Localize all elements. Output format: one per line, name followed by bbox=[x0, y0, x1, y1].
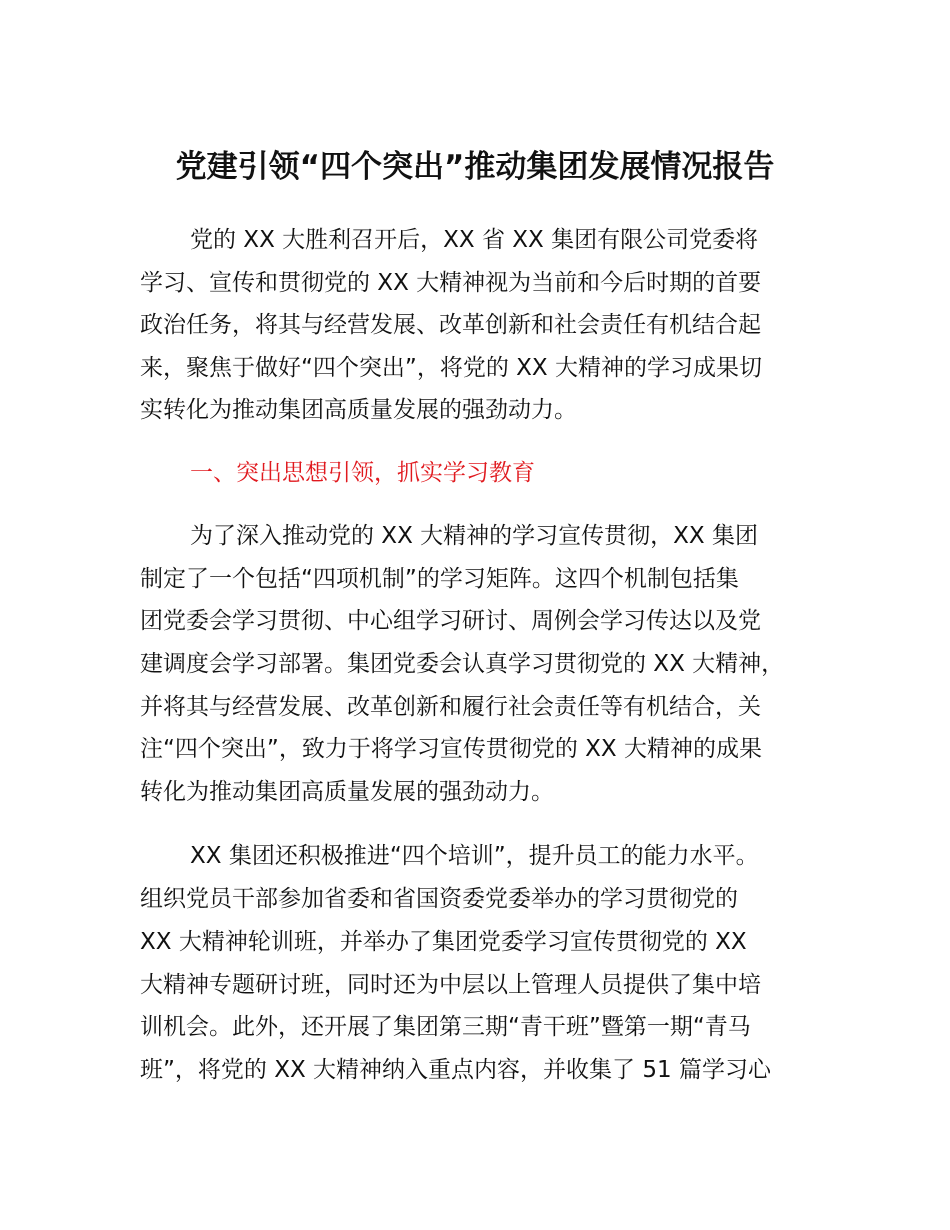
section-1-heading: 一、突出思想引领，抓实学习教育 bbox=[190, 460, 535, 486]
document-title: 党建引领“四个突出”推动集团发展情况报告 bbox=[175, 149, 775, 185]
paragraph-3-line-6: 班”，将党的 XX 大精神纳入重点内容，并收集了 51 篇学习心 bbox=[140, 1057, 771, 1083]
paragraph-1-line-5: 实转化为推动集团高质量发展的强劲动力。 bbox=[140, 397, 577, 423]
paragraph-2-line-5: 并将其与经营发展、改革创新和履行社会责任等有机结合，关 bbox=[140, 694, 761, 720]
paragraph-2-line-4: 建调度会学习部署。集团党委会认真学习贯彻党的 XX 大精神， bbox=[140, 651, 785, 677]
paragraph-3-line-2: 组织党员干部参加省委和省国资委党委举办的学习贯彻党的 bbox=[140, 886, 738, 912]
paragraph-3-line-3: XX 大精神轮训班，并举办了集团党委学习宣传贯彻党的 XX bbox=[140, 929, 747, 955]
paragraph-2-line-3: 团党委会学习贯彻、中心组学习研讨、周例会学习传达以及党 bbox=[140, 608, 761, 634]
paragraph-2-line-6: 注“四个突出”，致力于将学习宣传贯彻党的 XX 大精神的成果 bbox=[140, 736, 762, 762]
paragraph-1-line-4: 来，聚焦于做好“四个突出”，将党的 XX 大精神的学习成果切 bbox=[140, 355, 762, 381]
paragraph-2-line-7: 转化为推动集团高质量发展的强劲动力。 bbox=[140, 779, 554, 805]
paragraph-1-line-3: 政治任务，将其与经营发展、改革创新和社会责任有机结合起 bbox=[140, 312, 761, 338]
paragraph-3-line-5: 训机会。此外，还开展了集团第三期“青干班”暨第一期“青马 bbox=[140, 1014, 751, 1040]
paragraph-3-line-4: 大精神专题研讨班，同时还为中层以上管理人员提供了集中培 bbox=[140, 972, 761, 998]
paragraph-1-line-2: 学习、宣传和贯彻党的 XX 大精神视为当前和今后时期的首要 bbox=[140, 270, 762, 296]
paragraph-2-line-1: 为了深入推动党的 XX 大精神的学习宣传贯彻，XX 集团 bbox=[190, 523, 758, 549]
paragraph-2-line-2: 制定了一个包括“四项机制”的学习矩阵。这四个机制包括集 bbox=[140, 566, 739, 592]
paragraph-1-line-1: 党的 XX 大胜利召开后，XX 省 XX 集团有限公司党委将 bbox=[190, 227, 759, 253]
paragraph-3-line-1: XX 集团还积极推进“四个培训”，提升员工的能力水平。 bbox=[190, 843, 759, 869]
